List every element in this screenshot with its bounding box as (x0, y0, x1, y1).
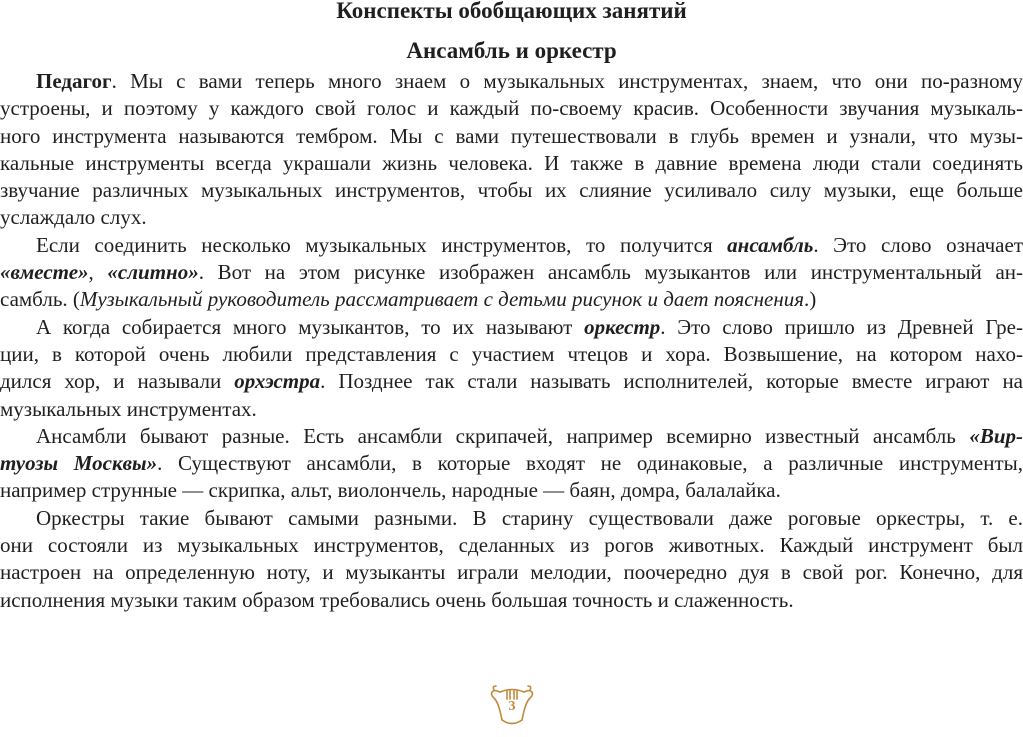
body-text (0, 68, 1023, 614)
running-header: Конспекты обобщающих занятий (336, 0, 687, 23)
paragraph-4-line-2 (0, 450, 1023, 477)
text-fragment: . Это слово пришло из Древней Гре- (660, 314, 1023, 339)
term-orchestra: оркестр (584, 314, 661, 339)
text-fragment: самбль. ( (0, 287, 80, 312)
ensemble-name-part-2: туозы Москвы» (0, 451, 158, 476)
term-merged: «слитно» (107, 260, 199, 285)
stage-remark: Музыкальный руководитель рассматривает с детьми рисунок и дает пояснения (79, 287, 804, 312)
ensemble-name-part-1: «Вир- (969, 423, 1023, 448)
paragraph-1-line-6: услаждало слух. (0, 205, 147, 230)
paragraph-4-line-3: например струнные — скрипка, альт, виолончель, народные — баян, домра, балалайка. (0, 478, 781, 503)
paragraph-3-line-3 (0, 368, 1023, 395)
paragraph-3-line-4: музыкальных инструментах. (0, 396, 257, 421)
term-together: «вместе» (0, 260, 89, 285)
paragraph-2-line-1 (0, 232, 1023, 259)
paragraph-5-line-1: Оркестры такие бывают самыми разными. В старину существовали даже роговые оркестры, т. е. (36, 505, 1023, 530)
paragraph-2-line-3 (0, 286, 1023, 313)
paragraph-1-line-4: кальные инструменты всегда украшали жизнь человека. И также в давние времена люди стали соединять (0, 150, 1023, 175)
term-orchestra-greek: орхэстра (234, 369, 321, 394)
text-fragment: Если соединить несколько музыкальных инструментов, то получится (36, 232, 728, 257)
paragraph-5-line-2: они состояли из музыкальных инструментов, сделанных из рогов животных. Каждый инструмент был (0, 533, 1023, 558)
page-number: 3 (508, 699, 516, 714)
paragraph-1-line-5: звучание различных музыкальных инструментов, чтобы их слияние усиливало силу музыки, еще больше (0, 178, 1023, 203)
paragraph-5-line-4: исполнения музыки таким образом требовались очень большая точность и слаженность. (0, 587, 794, 612)
text-fragment: дился хор, и называли (0, 369, 235, 394)
paragraph-1-line-2: устроены, и поэтому у каждого свой голос и каждый по-своему красив. Особенности звучания музыкаль- (0, 96, 1023, 121)
paragraph-3-line-2: ции, в которой очень любили представления с участием чтецов и хора. Возвышение, на котором нахо- (0, 341, 1023, 366)
term-ensemble: ансамбль (727, 232, 814, 257)
text-fragment: . Позднее так стали называть исполнителей, которые вместе играют на (320, 369, 1023, 394)
page-footer (486, 680, 538, 732)
text-fragment: Ансамбли бывают разные. Есть ансамбли скрипачей, например всемирно известный ансамбль (36, 423, 970, 448)
paragraph-5-line-3: настроен на определенную ноту, и музыканты играли мелодии, поочередно дуя в свой рог. Конечно, для (0, 560, 1023, 585)
text-fragment: . Мы с вами теперь много знаем о музыкальных инструментах, знаем, что они по-разному (111, 69, 1023, 93)
text-fragment: .) (804, 287, 817, 312)
text-fragment: . Существуют ансамбли, в которые входят не одинаковые, а различные инструменты, (157, 451, 1023, 476)
text-fragment: , (88, 260, 108, 285)
paragraph-4-line-1 (0, 423, 1023, 450)
paragraph-1-line-3: ного инструмента называются тембром. Мы с вами путешествовали в глубь времен и узнали, что музы- (0, 123, 1023, 148)
text-fragment: А когда собирается много музыкантов, то их называют (36, 314, 585, 339)
paragraph-3-line-1 (0, 314, 1023, 341)
paragraph-1-line-1 (0, 68, 1023, 95)
text-fragment: . Это слово означает (813, 232, 1023, 257)
speaker-label: Педагог (36, 69, 112, 93)
text-fragment: . Вот на этом рисунке изображен ансамбль музыкантов или инструментальный ан- (198, 260, 1023, 285)
section-title: Ансамбль и оркестр (406, 38, 617, 63)
paragraph-2-line-2 (0, 259, 1023, 286)
